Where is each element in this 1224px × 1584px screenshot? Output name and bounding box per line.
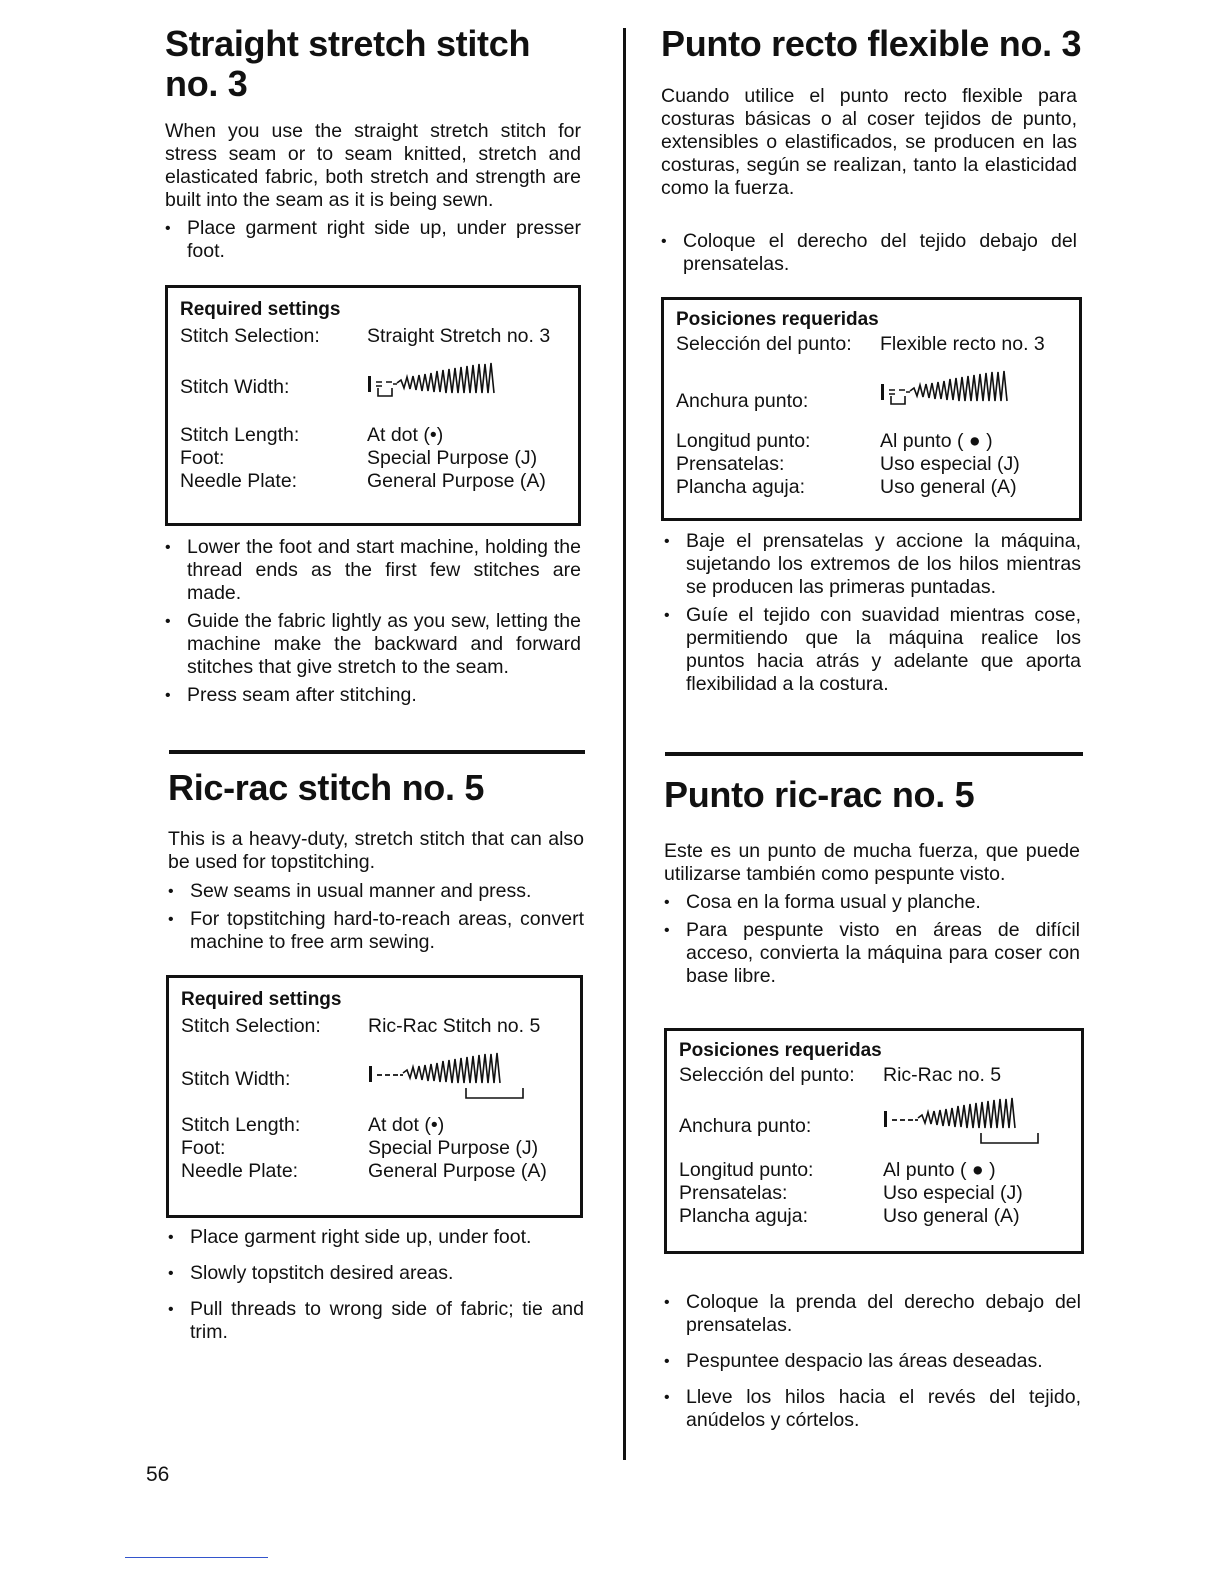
settings-value: Al punto ( ● ) bbox=[883, 1159, 996, 1181]
column-divider bbox=[623, 28, 626, 1460]
footer-rule bbox=[125, 1557, 268, 1558]
settings-label: Anchura punto: bbox=[679, 1115, 812, 1137]
settings-value: Special Purpose (J) bbox=[368, 1137, 539, 1159]
settings-row bbox=[181, 1137, 568, 1160]
settings-value: Straight Stretch no. 3 bbox=[367, 325, 551, 347]
stitch-width-icon bbox=[368, 1052, 568, 1108]
stitch-width-icon bbox=[367, 362, 566, 414]
settings-label: Stitch Length: bbox=[181, 1114, 301, 1136]
settings-row bbox=[676, 333, 1067, 356]
settings-row bbox=[180, 362, 566, 414]
list-item: • Pull threads to wrong side of fabric; tie and trim. bbox=[168, 1298, 584, 1344]
list-item: • Sew seams in usual manner and press. bbox=[168, 880, 584, 903]
settings-heading: Required settings bbox=[180, 299, 341, 320]
settings-value: Special Purpose (J) bbox=[367, 447, 538, 469]
bullet-list bbox=[661, 230, 1077, 276]
list-item: • Slowly topstitch desired areas. bbox=[168, 1262, 584, 1285]
settings-label: Stitch Width: bbox=[181, 1068, 291, 1090]
settings-label: Plancha aguja: bbox=[679, 1205, 809, 1227]
list-item: • Coloque la prenda del derecho debajo del prensatelas. bbox=[664, 1291, 1081, 1337]
settings-row bbox=[679, 1159, 1069, 1182]
stitch-width-icon bbox=[880, 370, 1067, 422]
settings-row bbox=[181, 1160, 568, 1183]
list-item: • Place garment right side up, under presser foot. bbox=[165, 217, 581, 263]
section-title-punto-recto: Punto recto flexible no. 3 bbox=[661, 23, 1082, 64]
list-item: • Guide the fabric lightly as you sew, letting the machine make the backward and forward stitches that give stretch to the seam. bbox=[165, 610, 581, 679]
bullet-list bbox=[664, 891, 1080, 988]
list-item: • Place garment right side up, under foot. bbox=[168, 1226, 584, 1249]
settings-value: Uso especial (J) bbox=[883, 1182, 1023, 1204]
settings-label: Plancha aguja: bbox=[676, 476, 806, 498]
intro-paragraph: When you use the straight stretch stitch for stress seam or to seam knitted, stretch and elasticated fabric, both stretch and strength are built into the seam as it is being sewn. bbox=[165, 120, 581, 211]
settings-row bbox=[181, 1015, 568, 1038]
section-divider bbox=[665, 752, 1083, 756]
bullet-list bbox=[664, 1291, 1081, 1432]
intro-paragraph: Cuando utilice el punto recto flexible para costuras básicas o al coser tejidos de punto, extensibles o elastificados, se producen en las costuras, según se realizan, tanto la elasticidad como la fuerza. bbox=[661, 85, 1077, 199]
settings-value: At dot (•) bbox=[367, 424, 444, 446]
settings-value: General Purpose (A) bbox=[367, 470, 546, 492]
bullet-list bbox=[165, 217, 581, 263]
bullet-list bbox=[168, 880, 584, 954]
intro-paragraph: This is a heavy-duty, stretch stitch that can also be used for topstitching. bbox=[168, 828, 584, 873]
settings-value: Uso especial (J) bbox=[880, 453, 1020, 475]
settings-value: Uso general (A) bbox=[883, 1205, 1020, 1227]
settings-value: Uso general (A) bbox=[880, 476, 1017, 498]
settings-value: Ric-Rac Stitch no. 5 bbox=[368, 1015, 541, 1037]
settings-value: Flexible recto no. 3 bbox=[880, 333, 1045, 355]
bullet-list bbox=[168, 1226, 584, 1344]
settings-label: Foot: bbox=[181, 1137, 226, 1159]
bullet-list bbox=[664, 530, 1081, 696]
intro-paragraph: Este es un punto de mucha fuerza, que puede utilizarse también como pespunte visto. bbox=[664, 840, 1080, 885]
settings-label: Prensatelas: bbox=[679, 1182, 788, 1204]
settings-value: Ric-Rac no. 5 bbox=[883, 1064, 1002, 1086]
settings-row bbox=[679, 1182, 1069, 1205]
settings-label: Longitud punto: bbox=[676, 430, 811, 452]
settings-row bbox=[679, 1205, 1069, 1228]
settings-label: Needle Plate: bbox=[181, 1160, 299, 1182]
settings-row bbox=[181, 1052, 568, 1108]
settings-row bbox=[180, 424, 566, 447]
list-item: • Baje el prensatelas y accione la máquina, sujetando los extremos de los hilos mientras se producen las primeras puntadas. bbox=[664, 530, 1081, 599]
settings-label: Stitch Length: bbox=[180, 424, 300, 446]
settings-row bbox=[180, 447, 566, 470]
settings-label: Foot: bbox=[180, 447, 225, 469]
list-item: • Guíe el tejido con suavidad mientras cose, permitiendo que la máquina realice los puntos hacia atrás y adelante que aporta flexibilidad a la costura. bbox=[664, 604, 1081, 696]
bullet-list bbox=[165, 536, 581, 707]
settings-row bbox=[679, 1097, 1069, 1157]
stitch-width-icon bbox=[883, 1097, 1069, 1157]
list-item: • Para pespunte visto en áreas de difícil acceso, convierta la máquina para coser con base libre. bbox=[664, 919, 1080, 988]
settings-row bbox=[679, 1064, 1069, 1087]
settings-label: Longitud punto: bbox=[679, 1159, 814, 1181]
section-title-straight-stretch: Straight stretch stitch no. 3 bbox=[165, 23, 531, 104]
settings-label: Stitch Selection: bbox=[181, 1015, 321, 1037]
settings-value: General Purpose (A) bbox=[368, 1160, 547, 1182]
settings-heading: Required settings bbox=[181, 989, 342, 1010]
settings-value: At dot (•) bbox=[368, 1114, 445, 1136]
settings-box bbox=[664, 1028, 1084, 1254]
settings-label: Selección del punto: bbox=[679, 1064, 855, 1086]
settings-row bbox=[180, 470, 566, 493]
list-item: • Lleve los hilos hacia el revés del tejido, anúdelos y córtelos. bbox=[664, 1386, 1081, 1432]
settings-value: Al punto ( ● ) bbox=[880, 430, 993, 452]
settings-box bbox=[165, 285, 581, 526]
settings-row bbox=[676, 370, 1067, 422]
settings-heading: Posiciones requeridas bbox=[679, 1040, 882, 1061]
settings-box bbox=[166, 975, 583, 1218]
list-item: • Lower the foot and start machine, holding the thread ends as the first few stitches are made. bbox=[165, 536, 581, 605]
settings-row bbox=[180, 325, 566, 348]
section-title-ric-rac: Ric-rac stitch no. 5 bbox=[168, 767, 485, 808]
settings-row bbox=[676, 476, 1067, 499]
list-item: • Pespuntee despacio las áreas deseadas. bbox=[664, 1350, 1081, 1373]
section-title-punto-ric-rac: Punto ric-rac no. 5 bbox=[664, 774, 975, 815]
page-number: 56 bbox=[146, 1463, 170, 1486]
settings-box bbox=[661, 297, 1082, 521]
settings-row bbox=[676, 453, 1067, 476]
settings-label: Stitch Selection: bbox=[180, 325, 320, 347]
list-item: • Cosa en la forma usual y planche. bbox=[664, 891, 1080, 914]
section-divider bbox=[169, 750, 585, 754]
settings-label: Prensatelas: bbox=[676, 453, 785, 475]
settings-row bbox=[676, 430, 1067, 453]
list-item: • Press seam after stitching. bbox=[165, 684, 581, 707]
settings-label: Needle Plate: bbox=[180, 470, 298, 492]
settings-label: Selección del punto: bbox=[676, 333, 852, 355]
settings-label: Anchura punto: bbox=[676, 390, 809, 412]
list-item: • For topstitching hard-to-reach areas, convert machine to free arm sewing. bbox=[168, 908, 584, 954]
settings-heading: Posiciones requeridas bbox=[676, 309, 879, 330]
settings-label: Stitch Width: bbox=[180, 376, 290, 398]
settings-row bbox=[181, 1114, 568, 1137]
list-item: • Coloque el derecho del tejido debajo del prensatelas. bbox=[661, 230, 1077, 276]
